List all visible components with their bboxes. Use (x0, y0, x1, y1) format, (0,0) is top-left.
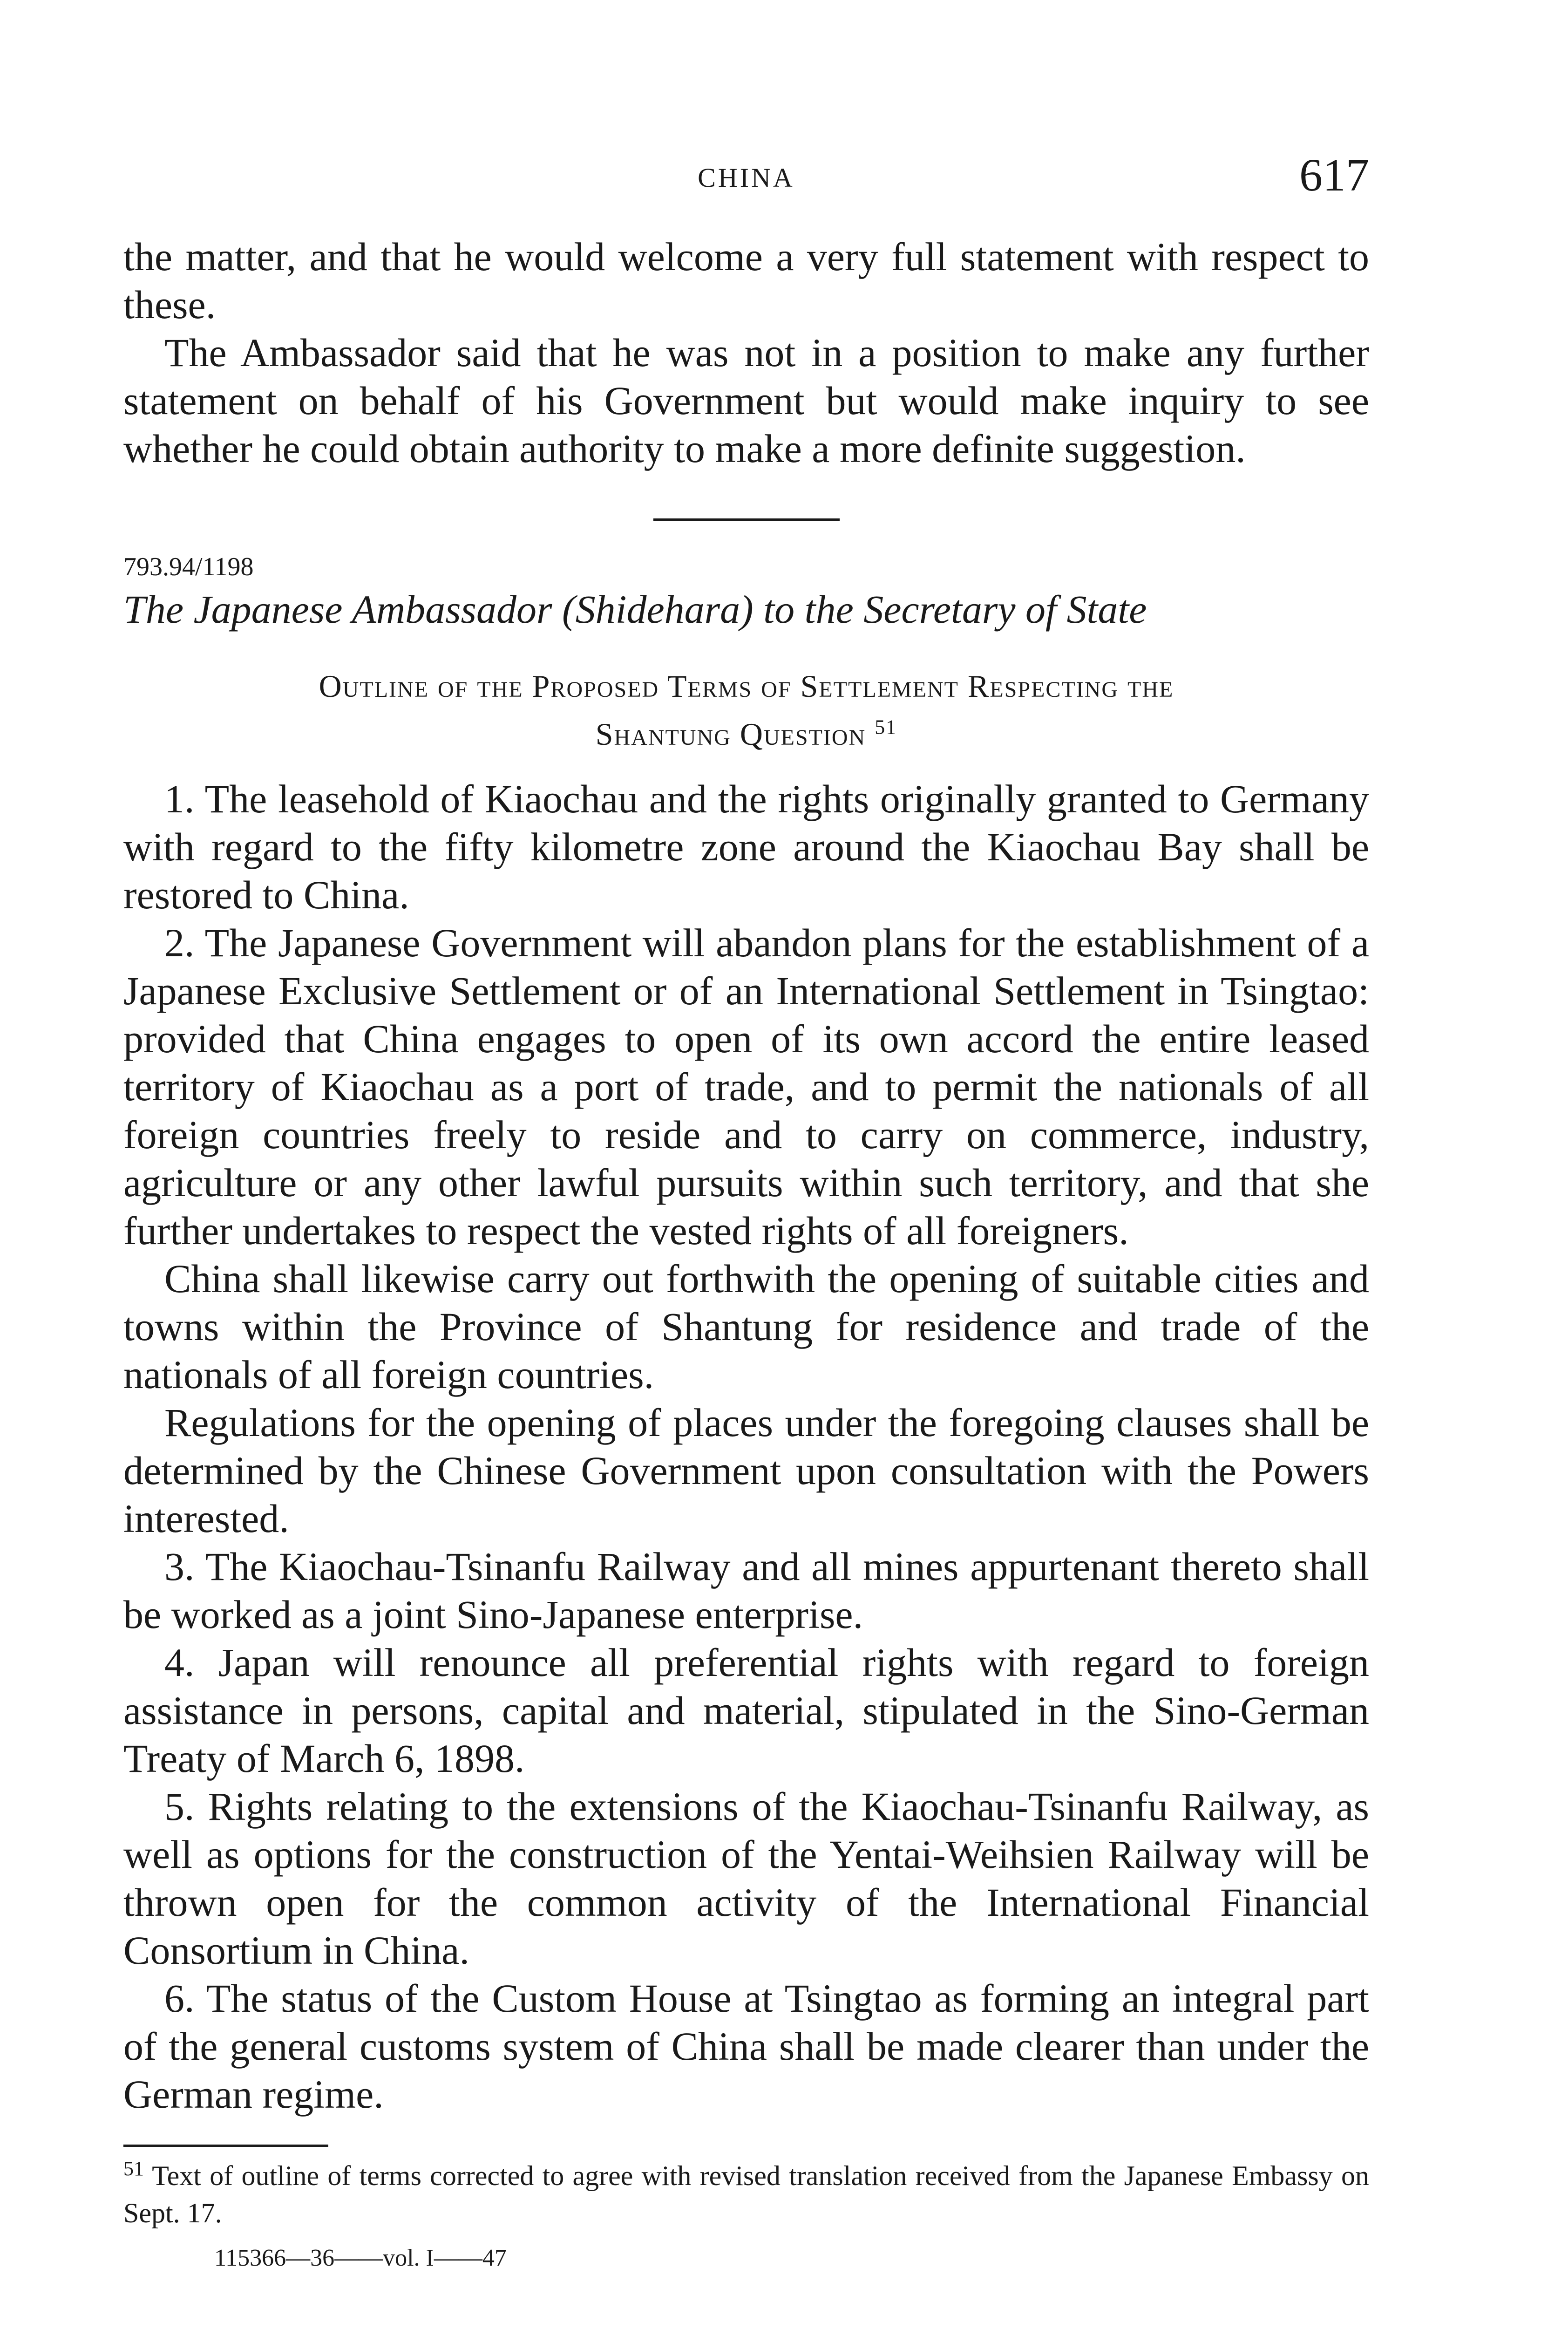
printer-signature: 115366—36——vol. I——47 (214, 2245, 507, 2271)
term-item: 6. The status of the Custom House at Tsingtao as forming an integral part of the general customs system of China shall be made clearer than under the German regime. (123, 1976, 1369, 2117)
footnote-reference: 51 (875, 715, 897, 739)
running-head: CHINA (698, 163, 795, 193)
term-item: 4. Japan will renounce all preferential rights with regard to foreign assistance in persons, capital and material, stipulated in the Sino-German Treaty of March 6, 1898. (123, 1640, 1369, 1781)
footnote-number: 51 (123, 2157, 144, 2180)
outline-title-line2 (123, 710, 1369, 758)
term-item: China shall likewise carry out forthwith the opening of suitable cities and towns within the Province of Shantung for residence and trade of the nationals of all foreign countries. (123, 1256, 1369, 1397)
document-title: The Japanese Ambassador (Shidehara) to the Secretary of State (123, 587, 1147, 632)
page-header (123, 148, 1369, 209)
file-number: 793.94/1198 (123, 552, 254, 581)
term-item: 5. Rights relating to the extensions of the Kiaochau-Tsinanfu Railway, as well as options for the construction of the Yentai-Weihsien Railway will be thrown open for the common activity of the International Financial Consortium in China. (123, 1784, 1369, 1973)
term-item: Regulations for the opening of places under the foregoing clauses shall be determined by the Chinese Government upon consultation with the Powers interested. (123, 1400, 1369, 1541)
footnote-divider (123, 2145, 328, 2147)
outline-title (123, 662, 1369, 758)
term-item: 3. The Kiaochau-Tsinanfu Railway and all mines appurtenant thereto shall be worked as a joint Sino-Japanese enterprise. (123, 1544, 1369, 1637)
intro-paragraph-ambassador: The Ambassador said that he was not in a position to make any further statement on behalf of his Government but would make inquiry to see whether he could obtain authority to make a more definite suggestion. (123, 330, 1369, 471)
outline-title-line1: Outline of the Proposed Terms of Settlement Respecting the (319, 668, 1174, 704)
page-body (123, 233, 1369, 2275)
section-divider (653, 518, 840, 521)
footnote-text: Text of outline of terms corrected to agree with revised translation received from the Japanese Embassy on Sept. 17. (123, 2160, 1369, 2228)
terms-list (123, 775, 1369, 2118)
term-item: 1. The leasehold of Kiaochau and the rights originally granted to Germany with regard to the fifty kilometre zone around the Kiaochau Bay shall be restored to China. (123, 776, 1369, 917)
footnote (123, 2157, 1369, 2232)
term-item: 2. The Japanese Government will abandon plans for the establishment of a Japanese Exclusive Settlement or of an International Settlement in Tsingtao: provided that China engages to open of its own accord the entire leased territory of Kiaochau as a port of trade, and to permit the nationals of all foreign countries freely to reside and to carry on commerce, industry, agriculture or any other lawful pursuits within such territory, and that she further undertakes to respect the vested rights of all foreigners. (123, 920, 1369, 1253)
intro-paragraph-continued: the matter, and that he would welcome a very full statement with respect to these. (123, 234, 1369, 327)
outline-title-line2-text: Shantung Question (595, 716, 866, 752)
page-number: 617 (1299, 149, 1369, 201)
